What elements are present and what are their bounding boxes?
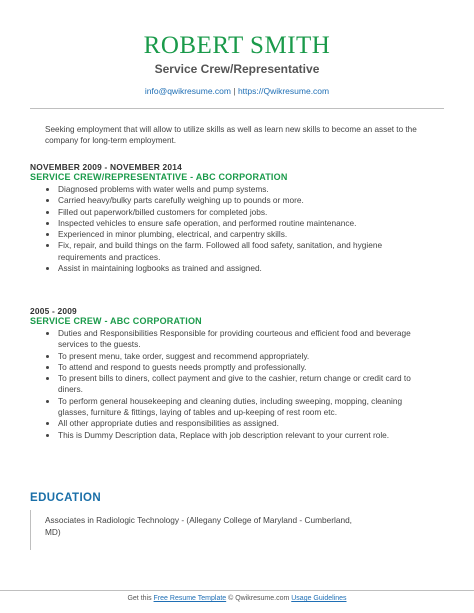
website-link[interactable]: https://Qwikresume.com: [237, 86, 330, 96]
header-divider: [30, 108, 444, 109]
email-link[interactable]: info@qwikresume.com: [144, 86, 231, 96]
list-item: • Filled out paperwork/billed customers for completed jobs.: [58, 207, 418, 218]
list-item: • Assist in maintaining logbooks as trained and assigned.: [58, 263, 418, 274]
list-item: • Diagnosed problems with water wells and pump systems.: [58, 184, 418, 195]
usage-guidelines-link[interactable]: Usage Guidelines: [291, 595, 347, 602]
list-item: • Carried heavy/bulky parts carefully weighing up to pounds or more.: [58, 195, 418, 206]
job-1-duties: [45, 184, 418, 274]
list-item: • To perform general housekeeping and cleaning duties, including sweeping, mopping, cleaning glasses, furniture & fittings, laying of tables and up-keeping of rest room etc.: [58, 396, 418, 419]
list-item: • Experienced in minor plumbing, electrical, and carpentry skills.: [58, 229, 418, 240]
list-item: • This is Dummy Description data, Replace with job description relevant to your current role.: [58, 430, 418, 441]
candidate-name: ROBERT SMITH: [143, 32, 331, 59]
contact-separator: |: [233, 86, 236, 96]
list-item: • To present bills to diners, collect payment and give to the cashier, return change or credit card to diners.: [58, 373, 418, 396]
list-item: • To attend and respond to guests needs promptly and professionally.: [58, 362, 418, 373]
list-item: • All other appropriate duties and responsibilities as assigned.: [58, 418, 418, 429]
education-entry: Associates in Radiologic Technology - (Allegany College of Maryland - Cumberland, MD): [45, 515, 352, 537]
list-item: • To present menu, take order, suggest and recommend appropriately.: [58, 351, 418, 362]
summary-text: Seeking employment that will allow to utilize skills as well as learn new skills to become an asset to the company for long-term employment.: [45, 125, 417, 145]
list-item: • Duties and Responsibilities Responsible for providing courteous and efficient food and beverage services to the guests.: [58, 328, 418, 351]
job-1-dates: NOVEMBER 2009 - NOVEMBER 2014: [30, 162, 182, 172]
footer-copyright: © Qwikresume.com: [228, 595, 290, 602]
footer-divider: [0, 590, 474, 591]
list-item: • Inspected vehicles to ensure safe operation, and performed routine maintenance.: [58, 218, 418, 229]
job-2-duties: [45, 328, 418, 441]
list-item: • Fix, repair, and build things on the farm. Followed all food safety, sanitation, and hygiene requirements and practices.: [58, 240, 418, 263]
education-heading: EDUCATION: [30, 492, 102, 504]
free-resume-template-link[interactable]: Free Resume Template: [153, 595, 227, 602]
education-divider: [30, 510, 31, 550]
footer: [0, 595, 474, 602]
footer-prefix: Get this: [127, 595, 152, 602]
job-2-title: SERVICE CREW - ABC CORPORATION: [30, 316, 202, 326]
candidate-role: Service Crew/Representative: [154, 62, 320, 76]
job-1-title: SERVICE CREW/REPRESENTATIVE - ABC CORPORATION: [30, 172, 288, 182]
contact-line: [0, 86, 474, 96]
job-2-dates: 2005 - 2009: [30, 306, 77, 316]
